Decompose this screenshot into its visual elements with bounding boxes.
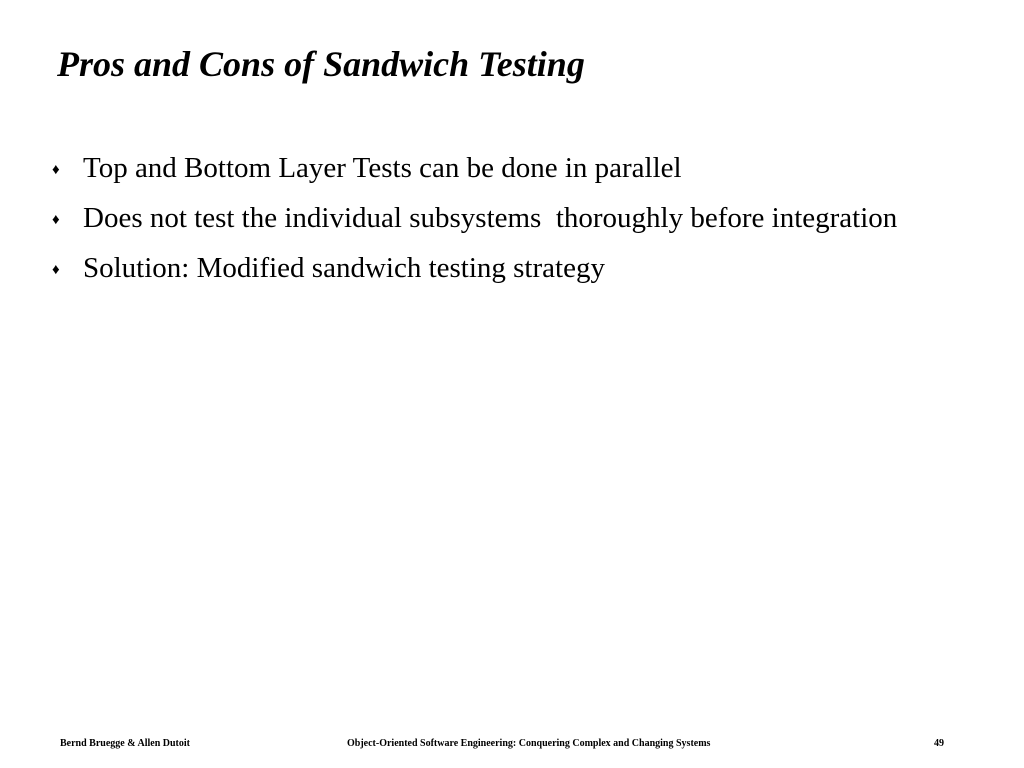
footer-page-number: 49 bbox=[934, 738, 944, 749]
diamond-bullet-icon: ♦ bbox=[52, 262, 60, 278]
bullet-item bbox=[52, 150, 952, 188]
bullet-item bbox=[52, 200, 952, 238]
bullet-list bbox=[52, 150, 952, 300]
footer-book-title: Object-Oriented Software Engineering: Conquering Complex and Changing Systems bbox=[347, 738, 711, 749]
bullet-text: Top and Bottom Layer Tests can be done in parallel bbox=[83, 152, 682, 184]
bullet-text: Solution: Modified sandwich testing strategy bbox=[83, 252, 605, 284]
diamond-bullet-icon: ♦ bbox=[52, 212, 60, 228]
diamond-bullet-icon: ♦ bbox=[52, 162, 60, 178]
bullet-text: Does not test the individual subsystems thoroughly before integration bbox=[83, 202, 898, 234]
slide-footer bbox=[0, 737, 1024, 751]
bullet-item bbox=[52, 250, 952, 288]
footer-authors: Bernd Bruegge & Allen Dutoit bbox=[60, 738, 190, 749]
slide-title: Pros and Cons of Sandwich Testing bbox=[57, 44, 585, 84]
